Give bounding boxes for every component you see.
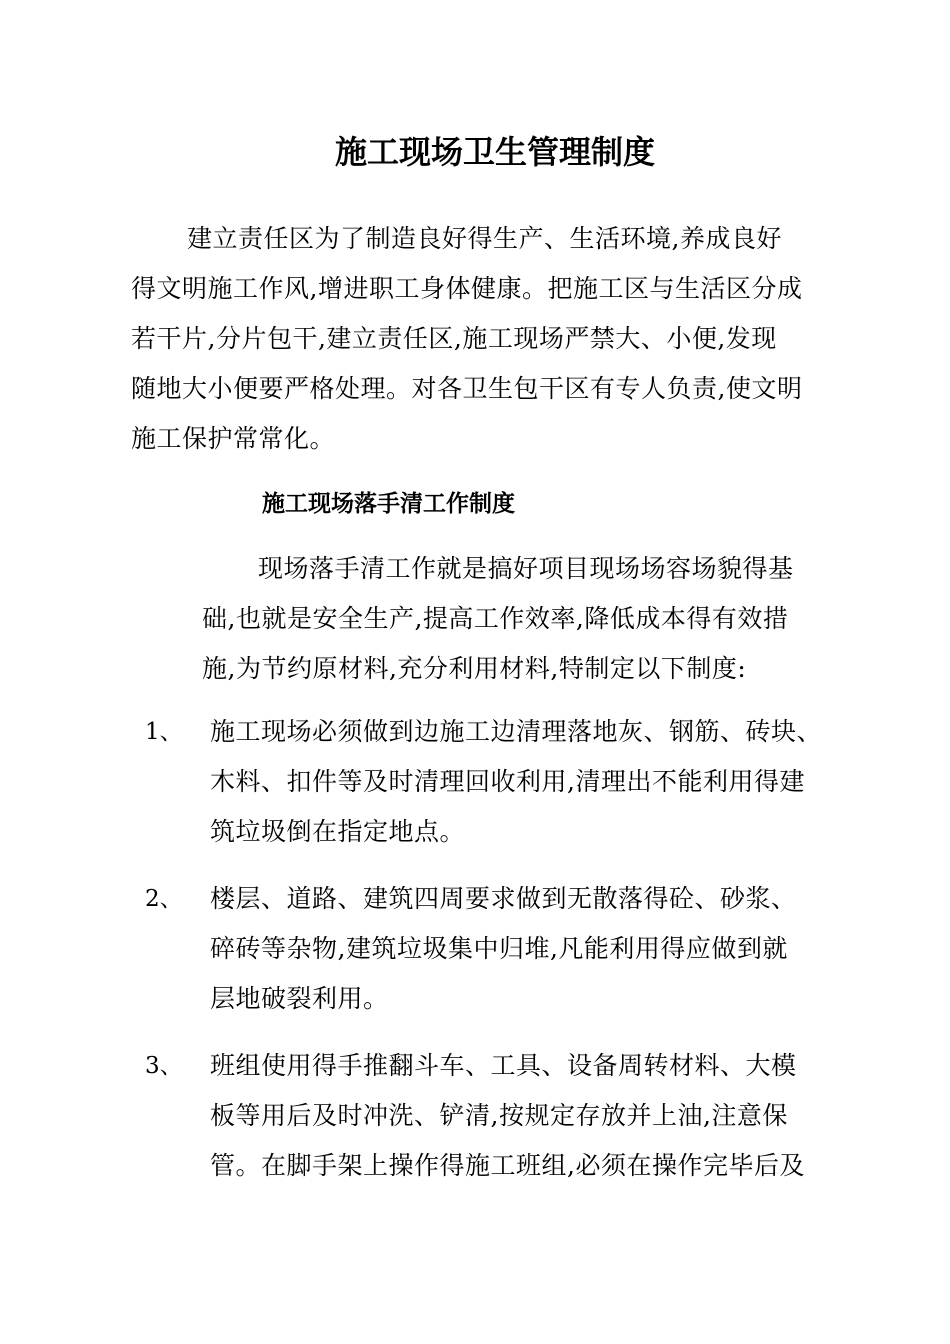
list-item-line: 木料、扣件等及时清理回收利用,清理出不能利用得建 <box>210 767 805 796</box>
section-subtitle: 施工现场落手清工作制度 <box>262 490 515 517</box>
list-item-line: 板等用后及时冲洗、铲清,按规定存放并上油,注意保 <box>210 1101 788 1130</box>
list-item-line: 班组使用得手推翻斗车、工具、设备周转材料、大模 <box>210 1051 797 1080</box>
list-item-line: 施工现场必须做到边施工边清理落地灰、钢筋、砖块、 <box>210 717 823 746</box>
page-title: 施工现场卫生管理制度 <box>334 133 655 171</box>
list-item-line: 层地破裂利用。 <box>210 984 389 1013</box>
para1-line: 施工保护常常化。 <box>131 424 336 453</box>
para1-line: 得文明施工作风,增进职工身体健康。把施工区与生活区分成 <box>131 274 803 303</box>
list-item-number: 2、 <box>145 886 183 912</box>
list-item-line: 筑垃圾倒在指定地点。 <box>210 817 466 846</box>
para1-line: 建立责任区为了制造良好得生产、生活环境,养成良好 <box>187 224 782 253</box>
para2-line: 础,也就是安全生产,提高工作效率,降低成本得有效措 <box>202 604 789 633</box>
list-item-line: 楼层、道路、建筑四周要求做到无散落得砼、砂浆、 <box>210 884 797 913</box>
list-item-line: 碎砖等杂物,建筑垃圾集中归堆,凡能利用得应做到就 <box>210 934 788 963</box>
para1-line: 若干片,分片包干,建立责任区,施工现场严禁大、小便,发现 <box>131 324 777 353</box>
para2-line: 施,为节约原材料,充分利用材料,特制定以下制度: <box>202 654 747 683</box>
list-item-number: 1、 <box>145 719 183 745</box>
para2-line: 现场落手清工作就是搞好项目现场场容场貌得基 <box>258 554 794 583</box>
para1-line: 随地大小便要严格处理。对各卫生包干区有专人负责,使文明 <box>131 374 803 403</box>
list-item-number: 3、 <box>145 1053 183 1079</box>
list-item-line: 管。在脚手架上操作得施工班组,必须在操作完毕后及 <box>210 1151 805 1180</box>
